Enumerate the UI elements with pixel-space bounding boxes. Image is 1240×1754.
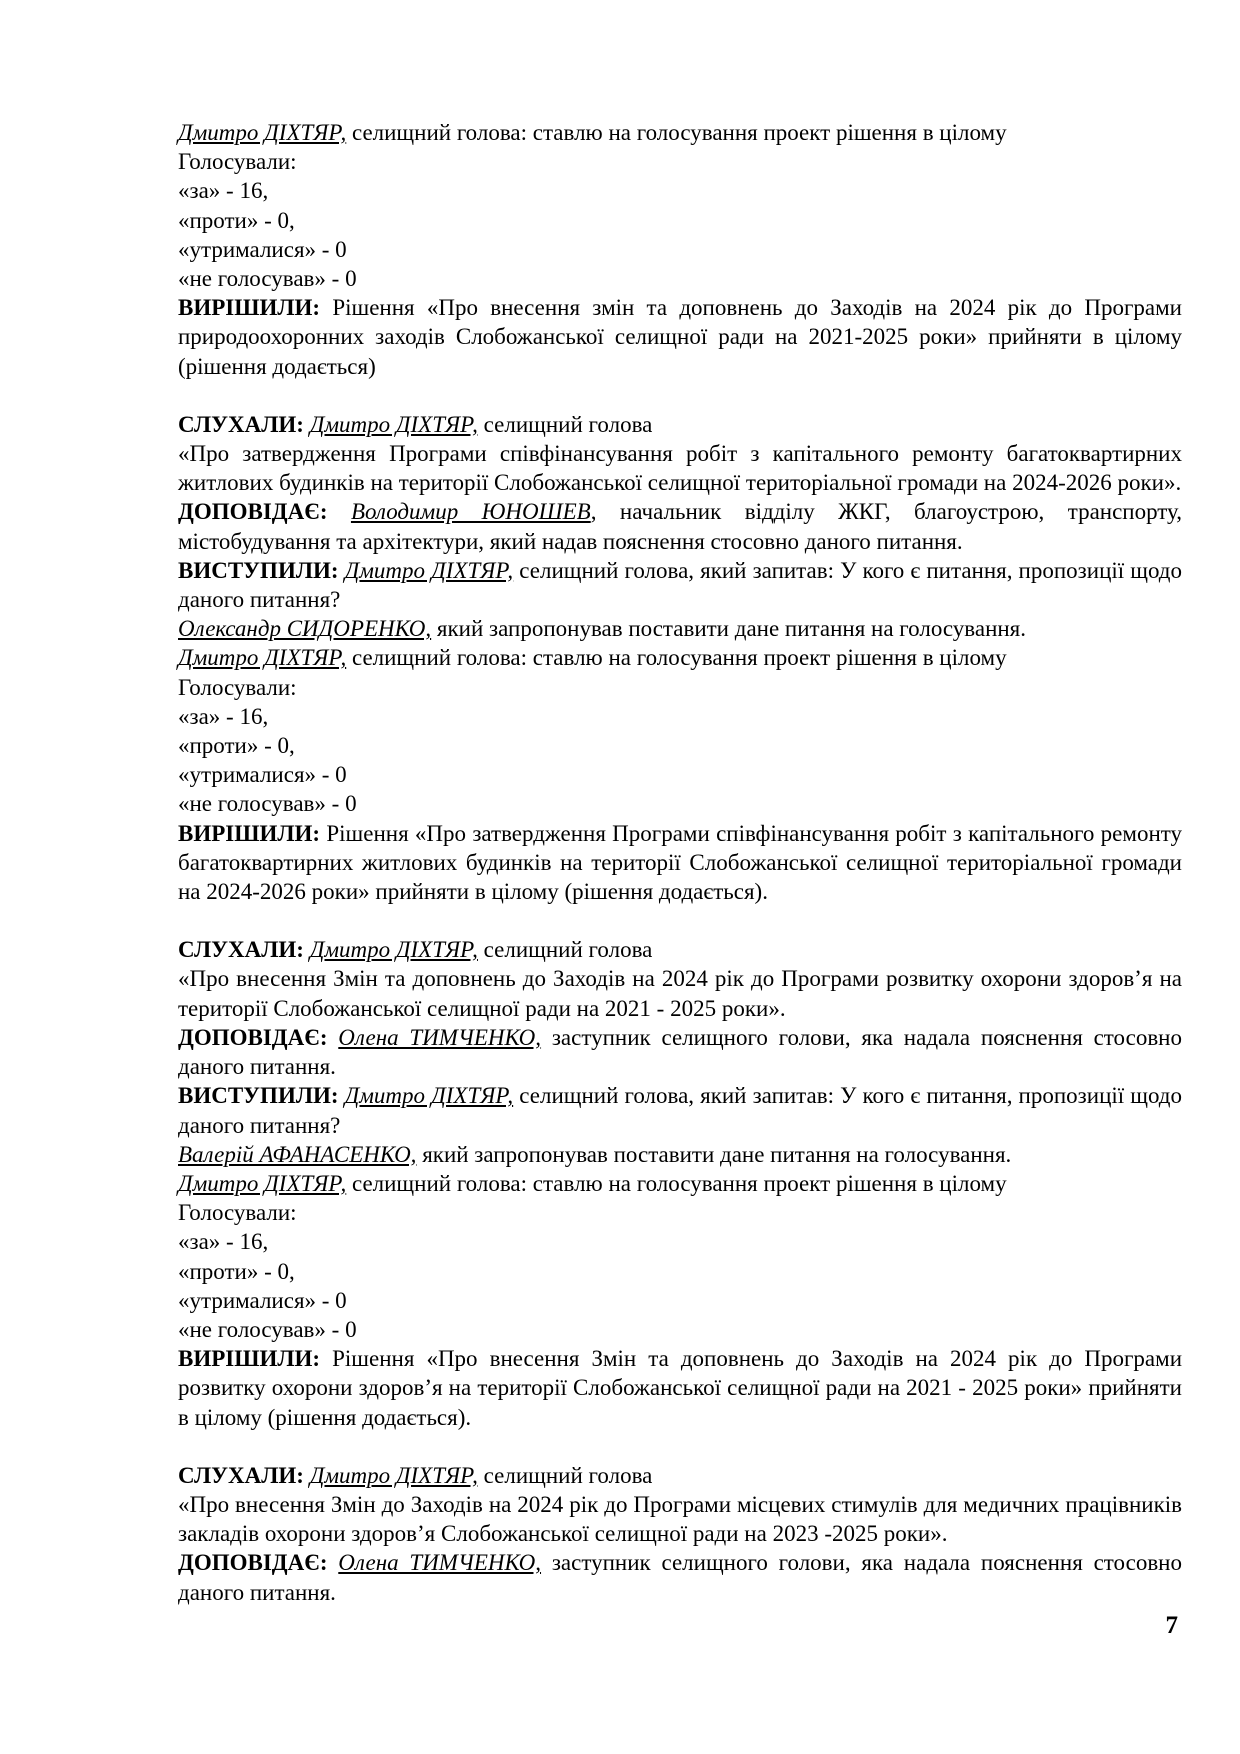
proposal-line	[178, 1140, 1182, 1169]
decision-paragraph	[178, 293, 1182, 381]
line-text: який запропонував поставити дане питання на голосування.	[416, 1141, 1012, 1167]
decision-paragraph	[178, 819, 1182, 907]
line-text: селищний голова	[477, 1462, 653, 1488]
speaker-name: Дмитро ДІХТЯР,	[178, 1170, 347, 1196]
heard-line	[178, 1461, 1182, 1490]
vote-not-voted: «не голосував» - 0	[178, 1316, 357, 1342]
heard-line	[178, 410, 1182, 439]
reporter-name: Олена ТИМЧЕНКО,	[338, 1024, 542, 1050]
reporter-paragraph	[178, 1023, 1182, 1081]
reporter-label: ДОПОВІДАЄ:	[178, 1024, 328, 1050]
decision-text: Рішення «Про внесення Змін та доповнень до Заходів на 2024 рік до Програми розвитку охорони здоров’я на території Слобожанської селищної ради на 2021 - 2025 роки» прийняти в цілому (рішення додається).	[178, 1346, 1182, 1430]
speaker-name: Дмитро ДІХТЯР,	[309, 937, 478, 963]
vote-for: «за» - 16,	[178, 178, 269, 204]
speakers-paragraph	[178, 1081, 1182, 1139]
speaker-name: Олександр СИДОРЕНКО,	[178, 616, 432, 642]
vote-header: Голосували:	[178, 149, 297, 175]
reporter-label: ДОПОВІДАЄ:	[178, 1550, 328, 1576]
speaker-name: Валерій АФАНАСЕНКО,	[178, 1141, 417, 1167]
proposal-line	[178, 614, 1182, 643]
chair-vote-line	[178, 118, 1182, 147]
speaker-name: Дмитро ДІХТЯР,	[344, 1083, 514, 1109]
decision-label: ВИРІШИЛИ:	[178, 820, 321, 846]
vote-not-voted: «не голосував» - 0	[178, 266, 357, 292]
heard-line	[178, 935, 1182, 964]
vote-header: Голосували:	[178, 1200, 297, 1226]
reporter-text: заступник селищного голови, яка надала пояснення стосовно даного питання.	[178, 1024, 1182, 1080]
line-text: який запропонував поставити дане питання на голосування.	[431, 616, 1027, 642]
topic-paragraph: «Про затвердження Програми співфінансування робіт з капітального ремонту багатоквартирних житлових будинків на території Слобожанської селищної територіальної громади на 2024-2026 роки».	[178, 441, 1182, 496]
reporter-paragraph	[178, 497, 1182, 555]
heard-label: СЛУХАЛИ:	[178, 411, 304, 437]
reporter-text: заступник селищного голови, яка надала пояснення стосовно даного питання.	[178, 1550, 1182, 1605]
topic-paragraph: «Про внесення Змін до Заходів на 2024 рік до Програми місцевих стимулів для медичних працівників закладів охорони здоров’я Слобожанської селищної ради на 2023 -2025 роки».	[178, 1491, 1182, 1547]
line-text: селищний голова: ставлю на голосування проект рішення в цілому	[346, 645, 1007, 671]
chair-vote-line	[178, 643, 1182, 672]
vote-for: «за» - 16,	[178, 1229, 269, 1255]
vote-for: «за» - 16,	[178, 703, 269, 729]
reporter-label: ДОПОВІДАЄ:	[178, 499, 328, 525]
decision-label: ВИРІШИЛИ:	[178, 1346, 321, 1372]
vote-abstained: «утрималися» - 0	[178, 236, 347, 262]
topic-paragraph: «Про внесення Змін та доповнень до Заходів на 2024 рік до Програми розвитку охорони здоров’я на території Слобожанської селищної ради на 2021 - 2025 роки».	[178, 966, 1182, 1021]
vote-against: «проти» - 0,	[178, 207, 295, 233]
reporter-paragraph	[178, 1548, 1182, 1606]
page-number: 7	[1165, 1612, 1178, 1639]
vote-not-voted: «не голосував» - 0	[178, 791, 357, 817]
line-text: селищний голова	[477, 937, 653, 963]
decision-text: Рішення «Про затвердження Програми співфінансування робіт з капітального ремонту багатоквартирних житлових будинків на території Слобожанської селищної територіальної громади на 2024-2026 роки» прийняти в цілому (рішення додається).	[178, 820, 1182, 905]
line-text: селищний голова	[477, 411, 653, 437]
heard-label: СЛУХАЛИ:	[178, 1462, 304, 1488]
speakers-text: селищний голова, який запитав: У кого є питання, пропозиції щодо даного питання?	[178, 557, 1182, 613]
speakers-label: ВИСТУПИЛИ:	[178, 1083, 339, 1109]
chair-vote-line	[178, 1169, 1182, 1198]
reporter-text: , начальник відділу ЖКГ, благоустрою, транспорту, містобудування та архітектури, який надав пояснення стосовно даного питання.	[178, 499, 1183, 554]
vote-header: Голосували:	[178, 674, 297, 700]
heard-label: СЛУХАЛИ:	[178, 937, 304, 963]
speaker-name: Дмитро ДІХТЯР,	[344, 557, 514, 583]
line-text: селищний голова: ставлю на голосування проект рішення в цілому	[346, 120, 1007, 145]
decision-text: Рішення «Про внесення змін та доповнень до Заходів на 2024 рік до Програми природоохоронних заходів Слобожанської селищної ради на 2021-2025 роки» прийняти в цілому (рішення додається)	[178, 295, 1182, 379]
speaker-name: Дмитро ДІХТЯР,	[309, 1462, 478, 1488]
vote-against: «проти» - 0,	[178, 1258, 295, 1284]
vote-abstained: «утрималися» - 0	[178, 762, 347, 788]
reporter-name: Володимир ЮНОШЕВ	[350, 499, 591, 525]
line-text: селищний голова: ставлю на голосування проект рішення в цілому	[346, 1170, 1007, 1196]
vote-abstained: «утрималися» - 0	[178, 1287, 347, 1313]
vote-against: «проти» - 0,	[178, 733, 295, 759]
speakers-text: селищний голова, який запитав: У кого є питання, пропозиції щодо даного питання?	[178, 1083, 1182, 1138]
speaker-name: Дмитро ДІХТЯР,	[178, 645, 347, 671]
speaker-name: Дмитро ДІХТЯР,	[178, 120, 347, 145]
document-page	[178, 118, 1182, 1607]
speakers-paragraph	[178, 556, 1182, 614]
speakers-label: ВИСТУПИЛИ:	[178, 557, 339, 583]
speaker-name: Дмитро ДІХТЯР,	[309, 411, 478, 437]
decision-label: ВИРІШИЛИ:	[178, 295, 321, 321]
decision-paragraph	[178, 1344, 1182, 1432]
reporter-name: Олена ТИМЧЕНКО,	[338, 1550, 542, 1576]
